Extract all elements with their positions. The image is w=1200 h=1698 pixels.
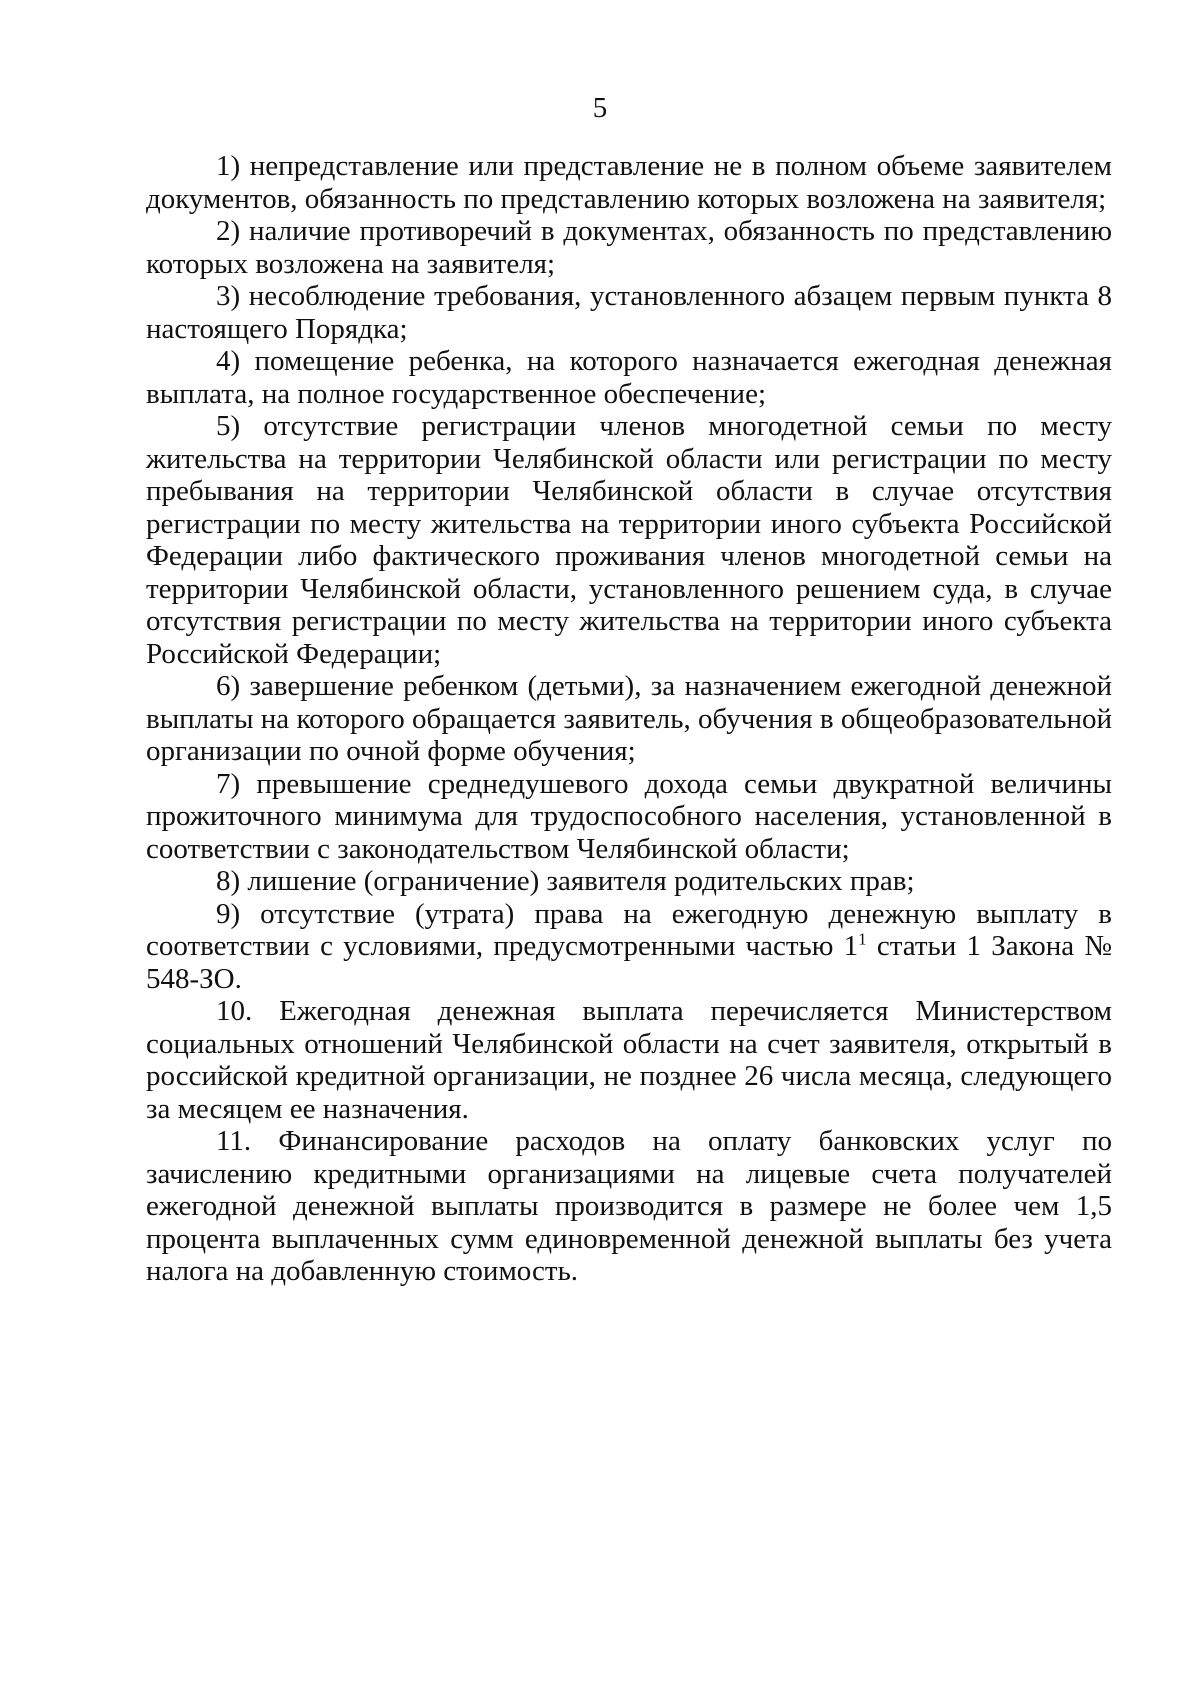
paragraph-item-3: 3) несоблюдение требования, установленного абзацем первым пункта 8 настоящего Порядка; <box>146 280 1112 345</box>
paragraph-item-5: 5) отсутствие регистрации членов многодетной семьи по месту жительства на территории Челябинской области или регистрации по месту пребывания на территории Челябинской области в случае отсутствия регистрации по месту жительства на территории иного субъекта Российской Федерации либо фактического проживания членов многодетной семьи на территории Челябинской области, установленного решением суда, в случае отсутствия регистрации по месту жительства на территории иного субъекта Российской Федерации; <box>146 410 1112 670</box>
paragraph-section-11: 11. Финансирование расходов на оплату банковских услуг по зачислению кредитными организациями на лицевые счета получателей ежегодной денежной выплаты производится в размере не более чем 1,5 процента выплаченных сумм единовременной денежной выплаты без учета налога на добавленную стоимость. <box>146 1125 1112 1287</box>
paragraph-item-9-tail: статьи 1 Закона № 548-ЗО. <box>146 930 1113 995</box>
paragraph-item-2: 2) наличие противоречий в документах, обязанность по представлению которых возложена на заявителя; <box>146 215 1112 280</box>
paragraph-section-10: 10. Ежегодная денежная выплата перечисляется Министерством социальных отношений Челябинской области на счет заявителя, открытый в российской кредитной организации, не позднее 26 числа месяца, следующего за месяцем ее назначения. <box>146 995 1112 1125</box>
paragraph-item-8: 8) лишение (ограничение) заявителя родительских прав; <box>216 865 915 897</box>
paragraph-item-1: 1) непредставление или представление не в полном объеме заявителем документов, обязанность по представлению которых возложена на заявителя; <box>146 150 1112 215</box>
superscript-index: 1 <box>858 929 867 949</box>
paragraph-item-9 <box>146 898 1112 996</box>
document-body <box>146 150 1112 1288</box>
paragraph-item-6: 6) завершение ребенком (детьми), за назначением ежегодной денежной выплаты на которого обращается заявитель, обучения в общеобразовательной организации по очной форме обучения; <box>146 670 1112 767</box>
paragraph-item-4: 4) помещение ребенка, на которого назначается ежегодная денежная выплата, на полное государственное обеспечение; <box>146 345 1112 410</box>
paragraph-item-7: 7) превышение среднедушевого дохода семьи двукратной величины прожиточного минимума для трудоспособного населения, установленной в соответствии с законодательством Челябинской области; <box>146 767 1112 865</box>
page-number: 5 <box>592 92 608 124</box>
paragraph-item-9-text: 9) отсутствие (утрата) права на ежегодную денежную выплату в соответствии с условиями, предусмотренными частью 1 <box>146 897 1112 962</box>
